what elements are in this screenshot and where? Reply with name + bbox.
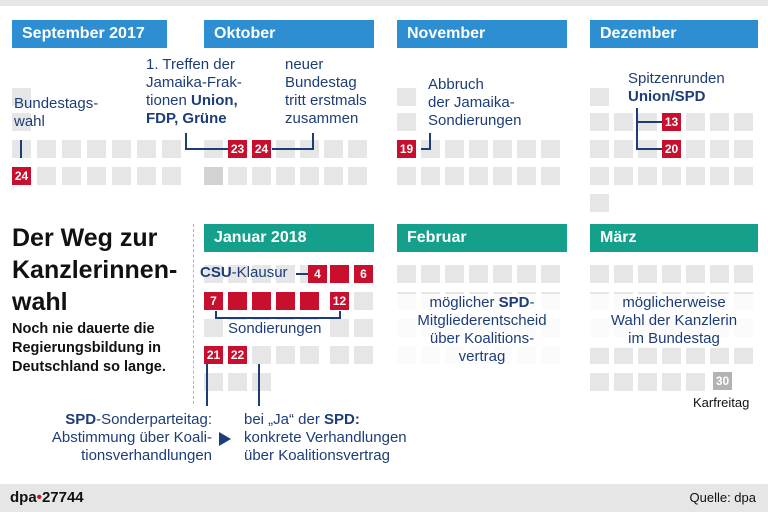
month-header-dezember: Dezember <box>590 20 758 48</box>
month-header-februar: Februar <box>397 224 567 252</box>
month-header-november: November <box>397 20 567 48</box>
date-jan-4: 4 <box>308 265 327 283</box>
month-header-maerz: März <box>590 224 758 252</box>
label-spd-ja: bei „Ja“ der SPD: konkrete Verhandlungen über Koalitionsvertrag <box>244 411 407 464</box>
connector-spitzen-13 <box>636 121 662 123</box>
label-karfreitag: Karfreitag <box>693 395 750 410</box>
label-csu-klausur: CSU-Klausur <box>200 264 288 281</box>
label-spitzenrunden: Spitzenrunden Union/SPD <box>628 70 725 105</box>
month-header-januar: Januar 2018 <box>204 224 374 252</box>
connector-bundestag-h <box>272 148 314 150</box>
connector-treffen-h <box>185 148 228 150</box>
date-sep-24: 24 <box>12 167 31 185</box>
footer <box>0 484 768 512</box>
subtitle: Noch nie dauerte die Regierungsbildung in Deutschland so lange. <box>12 321 166 375</box>
month-header-oktober: Oktober <box>204 20 374 48</box>
date-jan-7: 7 <box>204 292 223 310</box>
label-neuer-bundestag: neuer Bundestag tritt erstmals zusammen <box>285 56 367 127</box>
connector-parteitag <box>206 364 208 406</box>
label-kanzlerwahl: möglicherweise Wahl der Kanzlerin im Bundestag <box>590 294 758 348</box>
connector-bundestag-v <box>312 133 314 150</box>
label-jamaika-treffen: 1. Treffen der Jamaika-Frak- tionen Union, FDP, Grüne <box>146 56 242 127</box>
source-credit: Quelle: dpa <box>689 490 756 505</box>
label-spd-sonderparteitag: SPD-Sonderparteitag: Abstimmung über Koali- tionsverhandlungen <box>51 411 212 464</box>
connector-bundestagswahl <box>20 140 22 158</box>
date-jan-22: 22 <box>228 346 247 364</box>
date-okt-24: 24 <box>252 140 271 158</box>
date-nov-19: 19 <box>397 140 416 158</box>
label-bundestagswahl: Bundestags- wahl <box>14 95 99 130</box>
bracket-right <box>339 311 341 319</box>
date-mar-30: 30 <box>713 372 732 390</box>
date-okt-23: 23 <box>228 140 247 158</box>
top-rule <box>0 0 768 6</box>
connector-spitzen-v <box>636 108 638 150</box>
connector-csu <box>296 273 308 275</box>
arrow-right-icon <box>219 432 231 446</box>
page-title: Der Weg zur Kanzlerinnen- wahl <box>12 224 178 316</box>
connector-ja <box>258 364 260 406</box>
divider <box>193 224 194 404</box>
label-abbruch: Abbruch der Jamaika- Sondierungen <box>428 76 522 129</box>
dpa-id: dpa•27744 <box>10 489 84 506</box>
label-mitgliederentscheid: möglicher SPD- Mitgliederentscheid über Koalitions- vertrag <box>397 294 567 366</box>
date-jan-12: 12 <box>330 292 349 310</box>
date-jan-6: 6 <box>354 265 373 283</box>
connector-spitzen-20 <box>636 148 662 150</box>
connector-treffen-v <box>185 133 187 149</box>
connector-abbruch-v <box>429 133 431 150</box>
month-header-september: September 2017 <box>12 20 167 48</box>
date-dez-13: 13 <box>662 113 681 131</box>
date-jan-21: 21 <box>204 346 223 364</box>
date-dez-20: 20 <box>662 140 681 158</box>
label-sondierungen: Sondierungen <box>228 320 322 337</box>
bracket-bottom <box>215 317 341 319</box>
